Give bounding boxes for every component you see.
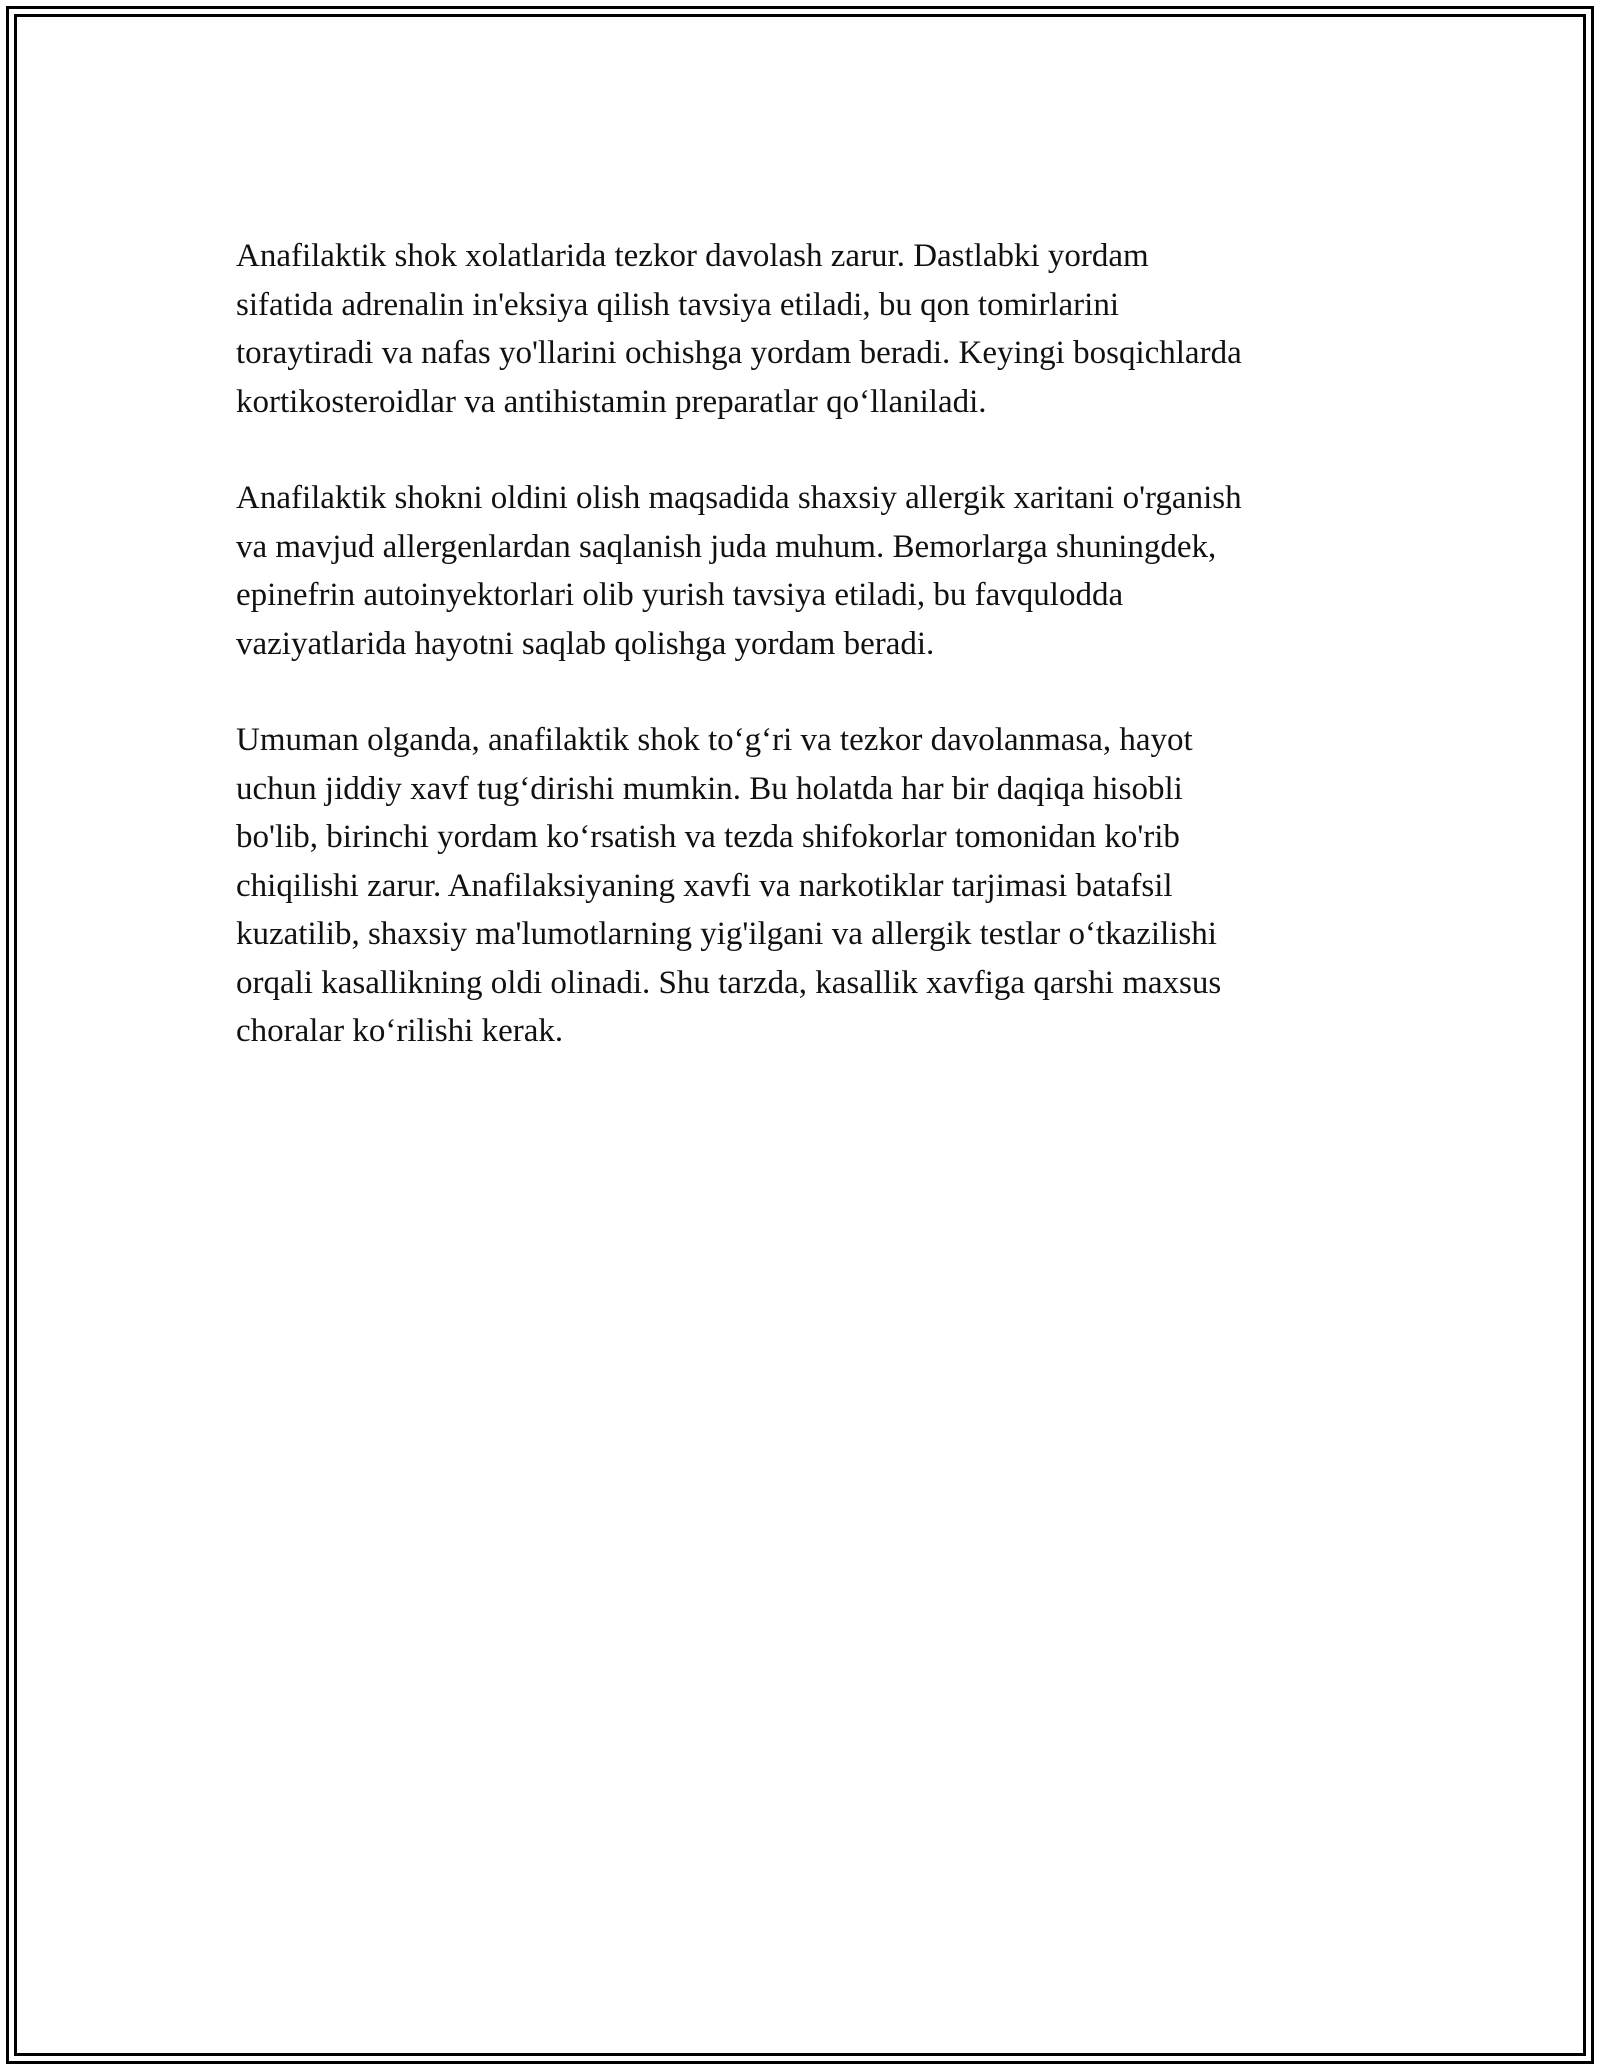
document-body — [236, 232, 1366, 1104]
paragraph-2: Anafilaktik shokni oldini olish maqsadida shaxsiy allergik xaritani o'rganish va mavjud allergenlardan saqlanish juda muhum. Bemorlarga shuningdek, epinefrin autoinyektorlari olib yurish tavsiya etiladi, bu favqulodda vaziyatlarida hayotni saqlab qolishga yordam beradi. — [236, 480, 1242, 662]
paragraph-1: Anafilaktik shok xolatlarida tezkor davolash zarur. Dastlabki yordam sifatida adrenalin in'eksiya qilish tavsiya etiladi, bu qon tomirlarini toraytiradi va nafas yo'llarini ochishga yordam beradi. Keyingi bosqichlarda kortikosteroidlar va antihistamin preparatlar qo‘llaniladi. — [236, 238, 1242, 420]
paragraph-3: Umuman olganda, anafilaktik shok to‘g‘ri va tezkor davolanmasa, hayot uchun jiddiy xavf tug‘dirishi mumkin. Bu holatda har bir daqiqa hisobli bo'lib, birinchi yordam ko‘rsatish va tezda shifokorlar tomonidan ko'rib chiqilishi zarur. Anafilaksiyaning xavfi va narkotiklar tarjimasi batafsil kuzatilib, shaxsiy ma'lumotlarning yig'ilgani va allergik testlar o‘tkazilishi orqali kasallikning oldi olinadi. Shu tarzda, kasallik xavfiga qarshi maxsus choralar ko‘rilishi kerak. — [236, 722, 1222, 1049]
